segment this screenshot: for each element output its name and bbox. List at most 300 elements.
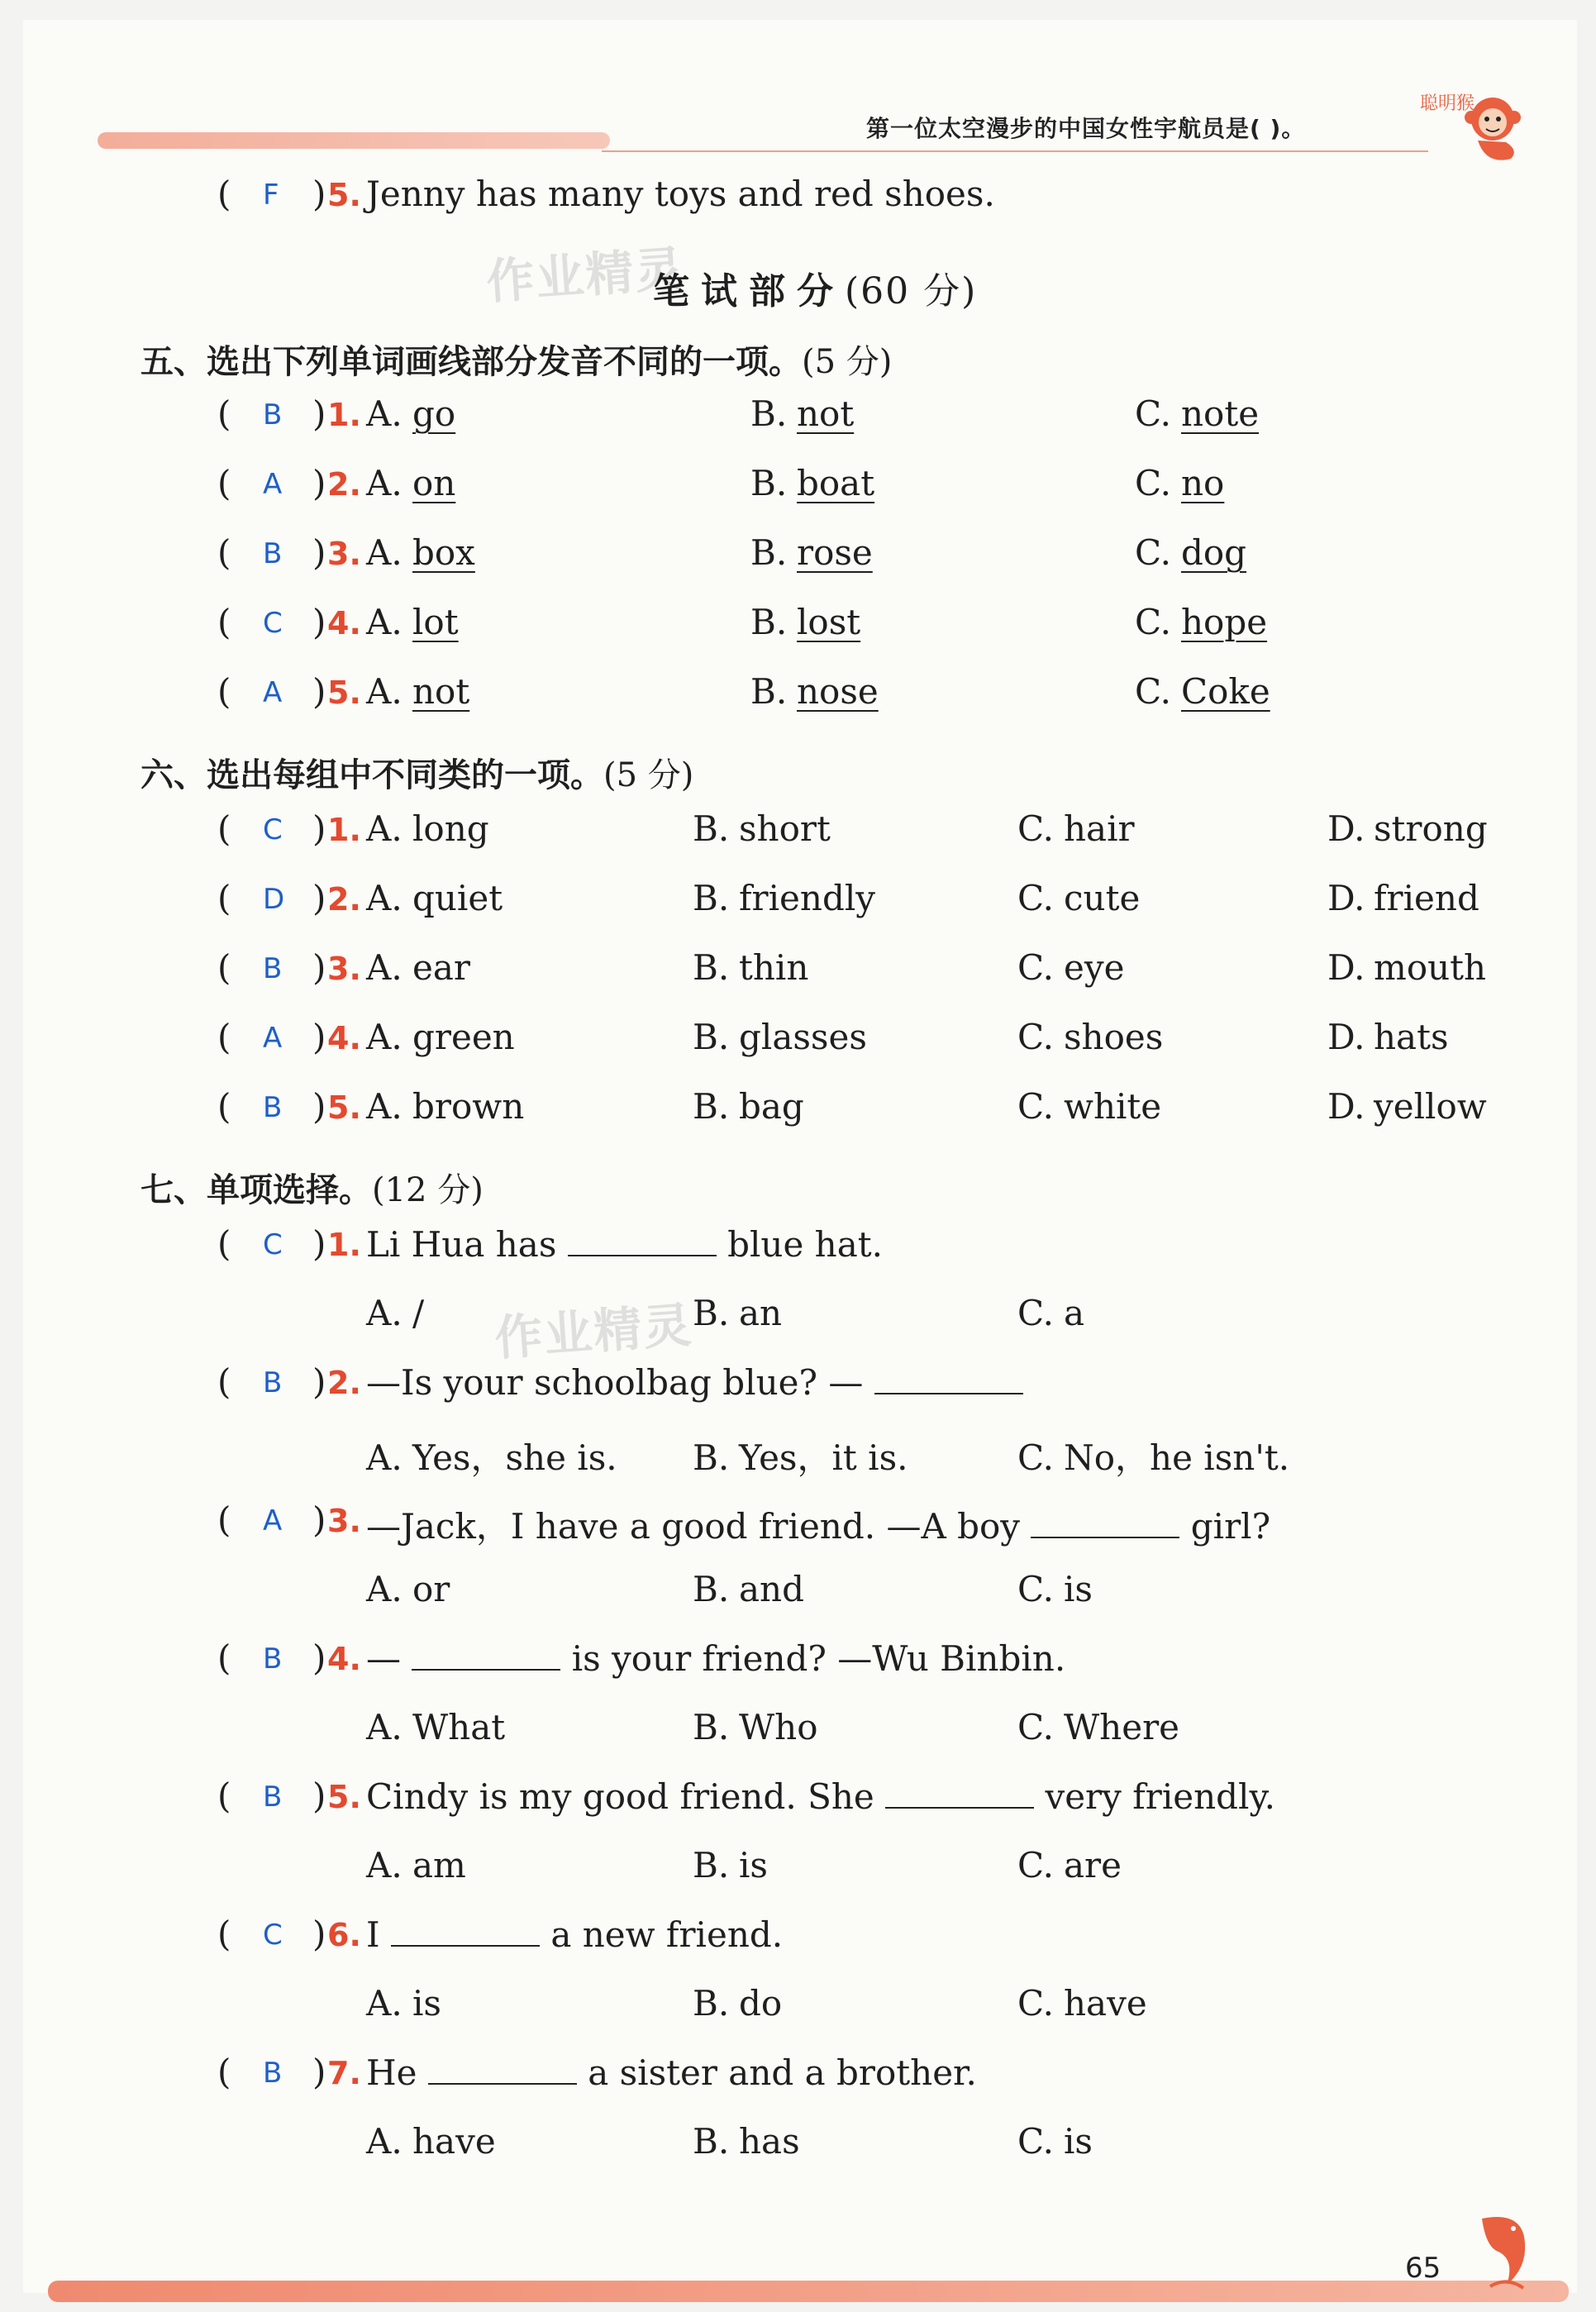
- answer-paren-close: ): [312, 808, 326, 849]
- option-word: have: [1064, 1983, 1147, 2024]
- written-section-label: 笔试部分: [653, 270, 845, 312]
- option-word: is: [412, 1983, 441, 2024]
- list-item: [23, 1361, 1577, 1411]
- option-letter: B.: [693, 1086, 730, 1127]
- option-letter: C.: [1017, 1017, 1054, 1057]
- question-number: 5.: [327, 177, 361, 213]
- option-letter: C.: [1017, 1707, 1054, 1747]
- option-letter: A.: [366, 463, 403, 503]
- option-letter: C.: [1017, 1845, 1054, 1885]
- option-c: [1017, 878, 1140, 918]
- options-row: [23, 1707, 1577, 1757]
- option-letter: D.: [1327, 1017, 1365, 1057]
- option-b: [750, 463, 874, 503]
- option-letter: B.: [693, 1569, 730, 1609]
- option-word: dog: [1181, 532, 1247, 573]
- option-letter: D.: [1327, 1086, 1365, 1127]
- list-item: [23, 947, 1577, 997]
- option-c: [1017, 808, 1135, 849]
- option-letter: B.: [693, 1293, 730, 1333]
- answer-mark: F: [263, 179, 279, 212]
- option-word: white: [1064, 1086, 1162, 1127]
- option-letter: A.: [366, 808, 403, 849]
- answer-mark: C: [263, 607, 283, 640]
- option-b: [693, 808, 831, 849]
- question-number: 1.: [327, 1227, 361, 1263]
- question-number: 3.: [327, 536, 361, 572]
- option-b: [750, 393, 854, 434]
- question-post: a new friend.: [550, 1914, 784, 1955]
- option-word: friend: [1374, 878, 1479, 918]
- option-word: hats: [1374, 1017, 1449, 1057]
- answer-paren-open: (: [217, 1776, 231, 1816]
- question-number: 2.: [327, 1365, 361, 1401]
- option-letter: C.: [1135, 463, 1171, 503]
- option-word: an: [739, 1293, 783, 1333]
- worksheet-page: [23, 20, 1577, 2293]
- option-d: [1327, 1086, 1487, 1127]
- answer-paren-open: (: [217, 1017, 231, 1057]
- option-letter: C.: [1017, 878, 1054, 918]
- answer-mark: B: [263, 1091, 283, 1124]
- monkey-mascot-icon: [1420, 84, 1527, 167]
- option-word: No，he isn't.: [1064, 1437, 1290, 1478]
- option-word: strong: [1374, 808, 1488, 849]
- option-b: [693, 2121, 800, 2162]
- option-word: not: [797, 393, 855, 434]
- answer-paren-open: (: [217, 532, 231, 573]
- option-a: [366, 393, 455, 434]
- option-letter: A.: [366, 1569, 403, 1609]
- option-a: [366, 1293, 424, 1333]
- option-d: [1327, 947, 1486, 988]
- option-letter: C.: [1017, 1437, 1054, 1478]
- answer-mark: C: [263, 1919, 283, 1952]
- option-word: is: [1064, 1569, 1093, 1609]
- option-word: is: [1064, 2121, 1093, 2162]
- option-a: [366, 602, 459, 642]
- option-word: is: [739, 1845, 768, 1885]
- option-letter: B.: [693, 1845, 730, 1885]
- question-post: is your friend? —Wu Binbin.: [571, 1638, 1066, 1679]
- question-number: 5.: [327, 1779, 361, 1815]
- answer-mark: B: [263, 1366, 283, 1399]
- option-letter: B.: [693, 2121, 730, 2162]
- option-d: [1327, 808, 1488, 849]
- option-letter: C.: [1017, 1086, 1054, 1127]
- question-number: 2.: [327, 466, 361, 503]
- option-c: [1017, 2121, 1093, 2162]
- option-a: [366, 1569, 450, 1609]
- answer-mark: B: [263, 1642, 283, 1676]
- question-number: 4.: [327, 605, 361, 641]
- option-word: Who: [739, 1707, 818, 1747]
- option-letter: A.: [366, 671, 403, 712]
- answer-blank: [391, 1914, 540, 1947]
- option-c: [1135, 463, 1224, 503]
- option-b: [693, 1293, 782, 1333]
- section7-title: 七、单项选择。: [141, 1171, 372, 1209]
- option-c: [1135, 602, 1267, 642]
- option-letter: A.: [366, 1983, 403, 2024]
- option-c: [1135, 671, 1270, 712]
- header-bar: [98, 132, 610, 149]
- question-pre: —Jack，I have a good friend. —A boy: [366, 1506, 1021, 1547]
- question-number: 7.: [327, 2055, 361, 2091]
- list-item: [23, 532, 1577, 582]
- answer-blank: [1031, 1505, 1179, 1538]
- answer-paren-open: (: [217, 2052, 231, 2092]
- option-word: mouth: [1374, 947, 1487, 988]
- watermark: 作业精灵: [484, 240, 687, 311]
- answer-paren-close: ): [312, 463, 326, 503]
- option-a: [366, 808, 489, 849]
- option-c: [1017, 1707, 1179, 1747]
- question-text: [366, 1361, 1023, 1403]
- option-b: [750, 671, 879, 712]
- option-word: bag: [739, 1086, 804, 1127]
- answer-paren-close: ): [312, 947, 326, 988]
- question-text: [366, 1637, 1065, 1679]
- question-number: 5.: [327, 675, 361, 711]
- option-a: [366, 532, 475, 573]
- option-c: [1135, 393, 1259, 434]
- section7-heading: [141, 1164, 484, 1211]
- answer-paren-open: (: [217, 1223, 231, 1264]
- list-item: [23, 1499, 1577, 1549]
- watermark: 作业精灵: [493, 1296, 695, 1367]
- answer-paren-close: ): [312, 1776, 326, 1816]
- option-letter: A.: [366, 2121, 403, 2162]
- option-word: has: [739, 2121, 800, 2162]
- answer-mark: B: [263, 1780, 283, 1814]
- answer-mark: D: [263, 883, 285, 916]
- question-text: [366, 1914, 783, 1955]
- option-letter: C.: [1017, 1293, 1054, 1333]
- question-text: [366, 1223, 883, 1265]
- option-word: box: [412, 532, 475, 573]
- answer-paren-open: (: [217, 393, 231, 434]
- option-word: Where: [1064, 1707, 1180, 1747]
- list-item: [23, 1914, 1577, 1963]
- option-b: [693, 878, 875, 918]
- question-post: a sister and a brother.: [588, 2052, 977, 2093]
- option-letter: C.: [1017, 1569, 1054, 1609]
- option-b: [693, 1086, 804, 1127]
- option-word: Yes，it is.: [739, 1437, 908, 1478]
- option-c: [1017, 1983, 1147, 2024]
- mascot-label: 聪明猴: [1420, 93, 1475, 114]
- option-word: do: [739, 1983, 783, 2024]
- option-letter: B.: [750, 671, 788, 712]
- question-number: 6.: [327, 1917, 361, 1953]
- option-word: boat: [797, 463, 875, 503]
- option-letter: C.: [1017, 808, 1054, 849]
- option-b: [750, 532, 873, 573]
- option-letter: B.: [693, 878, 730, 918]
- option-a: [366, 878, 503, 918]
- options-row: [23, 1983, 1577, 2033]
- option-letter: C.: [1135, 602, 1171, 642]
- question-pre: —Is your schoolbag blue? —: [366, 1362, 864, 1403]
- option-letter: C.: [1017, 1983, 1054, 2024]
- option-c: [1017, 1569, 1093, 1609]
- answer-mark: C: [263, 813, 283, 846]
- option-word: note: [1181, 393, 1260, 434]
- option-word: go: [412, 393, 456, 434]
- option-word: friendly: [739, 878, 876, 918]
- option-letter: A.: [366, 1086, 403, 1127]
- option-word: cute: [1064, 878, 1141, 918]
- option-letter: B.: [750, 463, 788, 503]
- answer-mark: B: [263, 398, 283, 431]
- option-c: [1017, 1086, 1161, 1127]
- option-word: yellow: [1374, 1086, 1487, 1127]
- question-number: 4.: [327, 1020, 361, 1056]
- question-number: 1.: [327, 397, 361, 433]
- option-word: glasses: [739, 1017, 867, 1057]
- option-c: [1017, 1017, 1163, 1057]
- answer-paren-open: (: [217, 174, 231, 214]
- option-letter: D.: [1327, 947, 1365, 988]
- option-letter: C.: [1135, 532, 1171, 573]
- written-section-title: [653, 261, 977, 314]
- answer-paren-close: ): [312, 393, 326, 434]
- answer-mark: A: [263, 468, 283, 501]
- option-word: hair: [1064, 808, 1135, 849]
- section6-title: 六、选出每组中不同类的一项。: [141, 756, 603, 794]
- answer-paren-open: (: [217, 671, 231, 712]
- option-word: and: [739, 1569, 804, 1609]
- answer-paren-open: (: [217, 602, 231, 642]
- answer-paren-close: ): [312, 878, 326, 918]
- option-letter: A.: [366, 1293, 403, 1333]
- answer-blank: [412, 1637, 560, 1671]
- option-word: What: [412, 1707, 506, 1747]
- option-letter: B.: [750, 532, 788, 573]
- answer-paren-open: (: [217, 1086, 231, 1127]
- list-item: [23, 1776, 1577, 1825]
- question-number: 2.: [327, 881, 361, 918]
- option-letter: C.: [1017, 947, 1054, 988]
- option-b: [693, 1431, 908, 1480]
- question-text: [366, 1776, 1275, 1817]
- option-c: [1017, 1845, 1122, 1885]
- option-letter: A.: [366, 878, 403, 918]
- option-word: thin: [739, 947, 809, 988]
- option-b: [693, 947, 808, 988]
- option-a: [366, 1017, 515, 1057]
- section6-heading: [141, 749, 693, 796]
- section5-title: 五、选出下列单词画线部分发音不同的一项。: [141, 343, 802, 381]
- list-item: [23, 393, 1577, 443]
- answer-paren-open: (: [217, 1914, 231, 1954]
- question-text: [366, 1499, 1270, 1549]
- option-letter: A.: [366, 1437, 403, 1478]
- answer-mark: C: [263, 1228, 283, 1261]
- option-d: [1327, 878, 1479, 918]
- option-letter: B.: [693, 1983, 730, 2024]
- option-word: /: [412, 1293, 425, 1333]
- option-letter: D.: [1327, 808, 1365, 849]
- option-letter: A.: [366, 1017, 403, 1057]
- option-a: [366, 2121, 496, 2162]
- option-word: short: [739, 808, 831, 849]
- options-row: [23, 1845, 1577, 1895]
- question-text: Jenny has many toys and red shoes.: [366, 174, 995, 214]
- option-b: [750, 602, 860, 642]
- option-letter: B.: [693, 1707, 730, 1747]
- page-number: 65: [1405, 2252, 1441, 2285]
- option-letter: C.: [1017, 2121, 1054, 2162]
- option-a: [366, 1431, 617, 1480]
- list-item: [23, 174, 1577, 223]
- dolphin-icon: [1465, 2210, 1540, 2293]
- answer-paren-close: ): [312, 1637, 326, 1678]
- option-word: ear: [412, 947, 470, 988]
- answer-mark: A: [263, 676, 283, 709]
- list-item: [23, 1086, 1577, 1136]
- option-letter: A.: [366, 1707, 403, 1747]
- question-post: girl?: [1190, 1506, 1271, 1547]
- option-letter: A.: [366, 602, 403, 642]
- option-a: [366, 1845, 466, 1885]
- option-d: [1327, 1017, 1449, 1057]
- option-b: [693, 1983, 782, 2024]
- list-item: [23, 1223, 1577, 1273]
- section6-points: (5 分): [603, 756, 694, 794]
- option-letter: D.: [1327, 878, 1365, 918]
- option-a: [366, 671, 469, 712]
- answer-paren-close: ): [312, 671, 326, 712]
- option-word: brown: [412, 1086, 525, 1127]
- answer-paren-close: ): [312, 1914, 326, 1954]
- option-word: quiet: [412, 878, 503, 918]
- list-item: [23, 808, 1577, 858]
- answer-blank: [568, 1223, 717, 1256]
- question-text: [366, 2052, 977, 2093]
- option-letter: B.: [693, 1017, 730, 1057]
- option-word: not: [412, 671, 470, 712]
- option-letter: A.: [366, 1845, 403, 1885]
- answer-blank: [885, 1776, 1034, 1809]
- option-word: or: [412, 1569, 450, 1609]
- answer-blank: [874, 1361, 1023, 1394]
- options-row: [23, 1431, 1577, 1480]
- question-pre: Li Hua has: [366, 1224, 557, 1265]
- options-row: [23, 2121, 1577, 2171]
- section5-heading: [141, 336, 892, 383]
- answer-paren-close: ): [312, 602, 326, 642]
- list-item: [23, 671, 1577, 721]
- answer-paren-open: (: [217, 878, 231, 918]
- option-word: have: [412, 2121, 496, 2162]
- section7-points: (12 分): [372, 1171, 484, 1209]
- answer-paren-close: ): [312, 1086, 326, 1127]
- option-word: on: [412, 463, 456, 503]
- option-letter: B.: [693, 947, 730, 988]
- option-letter: A.: [366, 532, 403, 573]
- question-pre: Cindy is my good friend. She: [366, 1776, 874, 1817]
- question-post: blue hat.: [727, 1224, 884, 1265]
- option-word: are: [1064, 1845, 1122, 1885]
- option-letter: C.: [1135, 671, 1171, 712]
- option-b: [693, 1707, 818, 1747]
- option-word: Coke: [1181, 671, 1270, 712]
- option-letter: B.: [750, 393, 788, 434]
- answer-mark: A: [263, 1504, 283, 1537]
- option-letter: B.: [693, 808, 730, 849]
- option-b: [693, 1569, 804, 1609]
- question-pre: He: [366, 2052, 417, 2093]
- answer-paren-close: ): [312, 174, 326, 214]
- option-a: [366, 1707, 505, 1747]
- option-letter: B.: [750, 602, 788, 642]
- option-c: [1017, 1431, 1289, 1480]
- answer-paren-open: (: [217, 947, 231, 988]
- answer-paren-open: (: [217, 808, 231, 849]
- option-a: [366, 1086, 524, 1127]
- list-item: [23, 463, 1577, 512]
- list-item: [23, 2052, 1577, 2101]
- question-number: 3.: [327, 951, 361, 987]
- option-word: am: [412, 1845, 466, 1885]
- question-post: very friendly.: [1045, 1776, 1275, 1817]
- option-word: green: [412, 1017, 515, 1057]
- header-rule: [602, 150, 1428, 152]
- answer-mark: B: [263, 2057, 283, 2090]
- answer-paren-open: (: [217, 463, 231, 503]
- answer-mark: B: [263, 952, 283, 985]
- options-row: [23, 1293, 1577, 1342]
- option-c: [1135, 532, 1246, 573]
- list-item: [23, 1637, 1577, 1687]
- footer-bar: [48, 2281, 1569, 2302]
- option-c: [1017, 947, 1124, 988]
- question-number: 1.: [327, 812, 361, 848]
- answer-paren-open: (: [217, 1637, 231, 1678]
- option-word: lost: [797, 602, 861, 642]
- option-word: shoes: [1064, 1017, 1164, 1057]
- option-word: hope: [1181, 602, 1268, 642]
- list-item: [23, 1017, 1577, 1066]
- answer-paren-open: (: [217, 1499, 231, 1540]
- answer-mark: A: [263, 1022, 283, 1055]
- option-word: rose: [797, 532, 873, 573]
- section5-points: (5 分): [802, 343, 893, 381]
- options-row: [23, 1569, 1577, 1618]
- list-item: [23, 878, 1577, 927]
- answer-paren-close: ): [312, 2052, 326, 2092]
- option-word: eye: [1064, 947, 1125, 988]
- answer-paren-close: ): [312, 1361, 326, 1402]
- answer-paren-close: ): [312, 1017, 326, 1057]
- option-letter: B.: [693, 1437, 730, 1478]
- option-c: [1017, 1293, 1084, 1333]
- option-word: Yes，she is.: [412, 1437, 617, 1478]
- question-number: 4.: [327, 1641, 361, 1677]
- option-word: no: [1181, 463, 1225, 503]
- answer-paren-close: ): [312, 1223, 326, 1264]
- option-word: a: [1064, 1293, 1085, 1333]
- option-word: lot: [412, 602, 459, 642]
- answer-paren-close: ): [312, 532, 326, 573]
- option-a: [366, 463, 455, 503]
- option-a: [366, 947, 470, 988]
- question-pre: I: [366, 1914, 380, 1955]
- option-letter: C.: [1135, 393, 1171, 434]
- answer-paren-open: (: [217, 1361, 231, 1402]
